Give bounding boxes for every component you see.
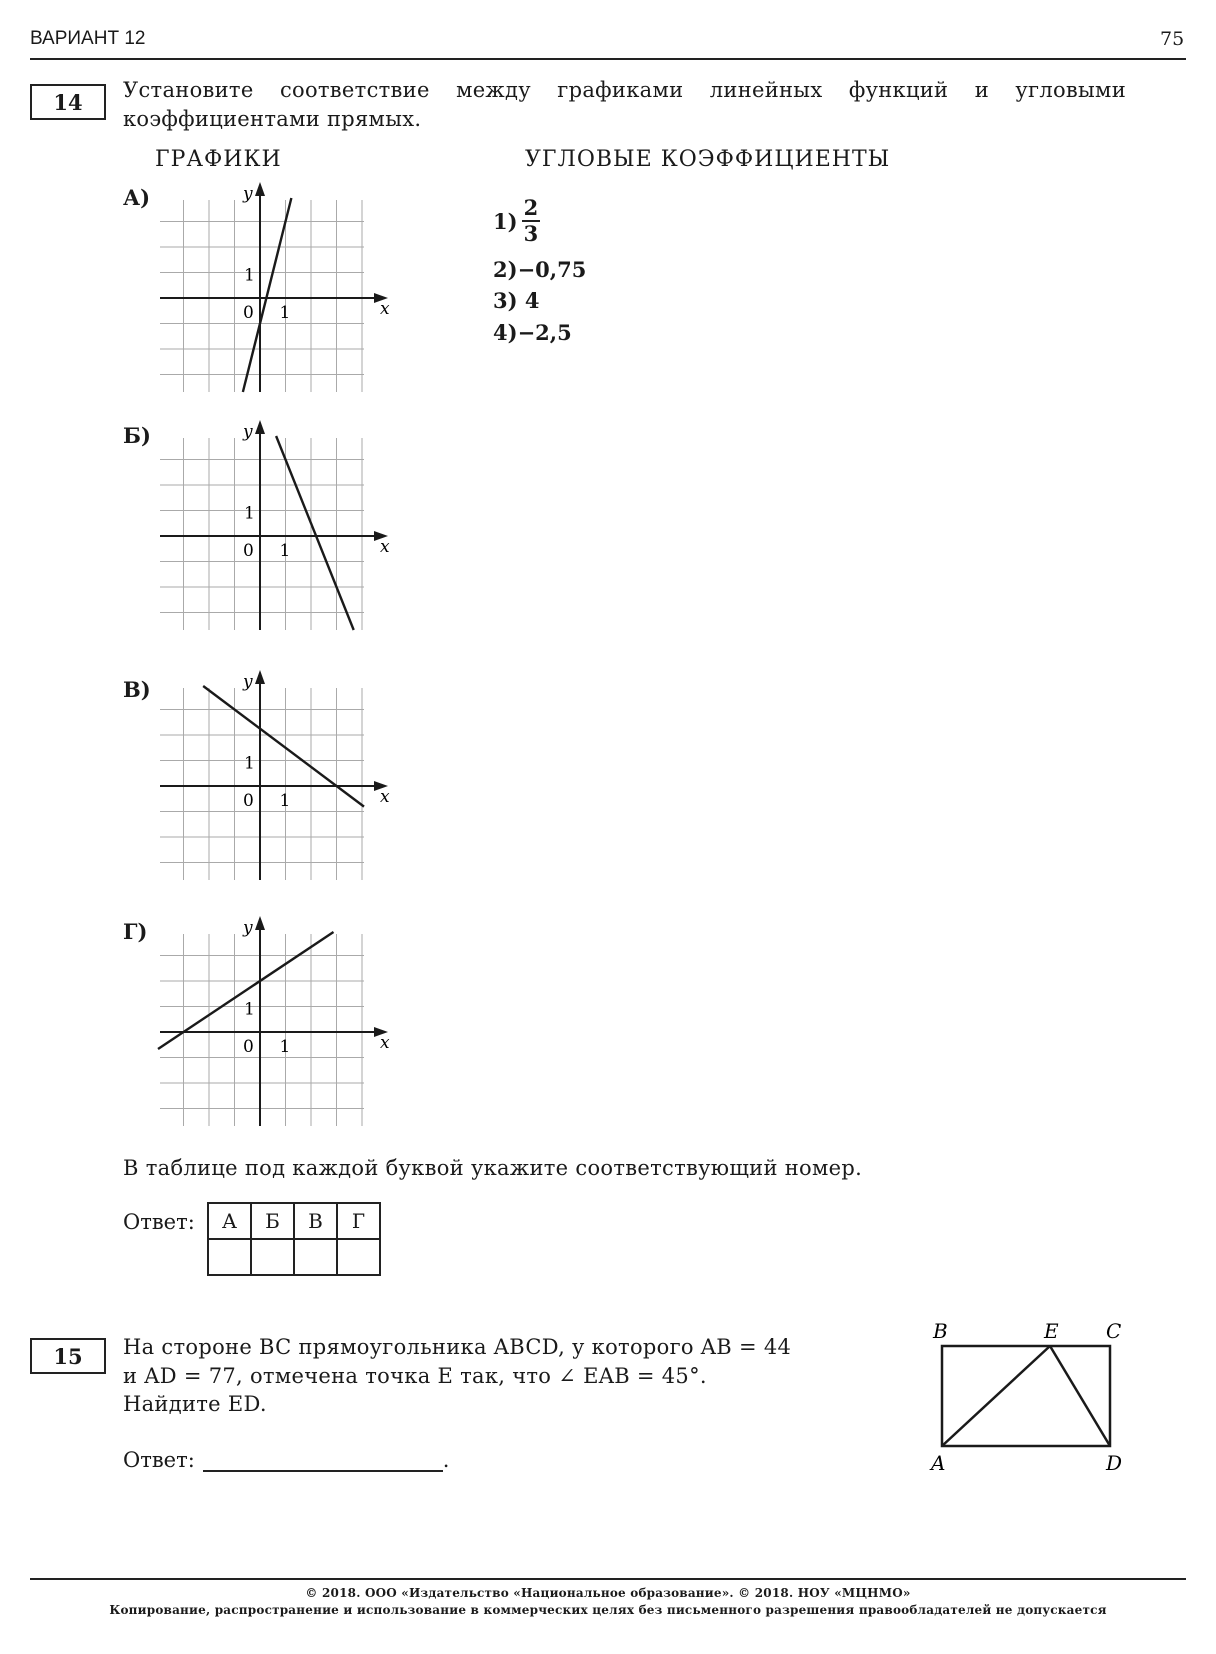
table-instruction: В таблице под каждой буквой укажите соответствующий номер.	[123, 1156, 863, 1180]
vertex-b: B	[933, 1319, 948, 1343]
y-unit-label: 1	[244, 999, 255, 1020]
task-15-line-3: Найдите ED.	[123, 1392, 267, 1416]
y-unit-label: 1	[244, 753, 255, 774]
answer-table-header-row	[208, 1203, 380, 1239]
graph-a-label: А)	[123, 185, 151, 210]
y-unit-label: 1	[244, 265, 255, 286]
x-axis-label: x	[380, 299, 390, 319]
x-axis-label: x	[380, 537, 390, 557]
answer-table-input-row	[208, 1239, 380, 1275]
x-axis-label: x	[380, 787, 390, 807]
segment-ed	[1050, 1346, 1110, 1446]
graph-b	[150, 418, 390, 638]
y-axis-label: y	[243, 184, 253, 204]
variant-title: ВАРИАНТ 12	[30, 28, 146, 49]
function-line	[276, 436, 354, 630]
task-14-number: 14	[30, 84, 106, 120]
origin-label: 0	[243, 541, 254, 561]
rectangle-figure	[920, 1318, 1140, 1478]
graph-v	[150, 668, 390, 888]
answer-table	[207, 1202, 381, 1276]
answer-15-end: .	[442, 1448, 450, 1472]
coefficient-1-index: 1)	[493, 208, 518, 234]
graph-g	[150, 914, 390, 1134]
graphs-heading: ГРАФИКИ	[155, 147, 282, 172]
answer-cell-a[interactable]	[208, 1239, 251, 1275]
footer-copyright: © 2018. ООО «Издательство «Национальное образование». © 2018. НОУ «МЦНМО»	[305, 1586, 911, 1600]
x-unit-label: 1	[279, 541, 291, 561]
graph-v-label: В)	[123, 677, 151, 702]
vertex-c: C	[1106, 1319, 1122, 1343]
coefficient-2-index: 2)	[493, 257, 518, 282]
origin-label: 0	[243, 303, 254, 323]
origin-label: 0	[243, 791, 254, 811]
answer-15	[123, 1448, 449, 1472]
footer-divider	[30, 1578, 1186, 1580]
coefficient-1-numerator: 2	[523, 195, 539, 220]
task-15-line-2: и AD = 77, отмечена точка E так, что ∠ EAB = 45°.	[123, 1364, 707, 1388]
answer-header-a: А	[208, 1203, 251, 1239]
origin-label: 0	[243, 1037, 254, 1057]
answer-cell-g[interactable]	[337, 1239, 380, 1275]
page-number: 75	[1160, 28, 1185, 50]
answer-header-g: Г	[337, 1203, 380, 1239]
y-axis-arrow	[255, 670, 265, 684]
graph-a	[150, 180, 390, 400]
task-15-line-1: На стороне BC прямоугольника ABCD, у которого AB = 44	[123, 1335, 792, 1359]
coefficient-4-value: −2,5	[517, 320, 572, 345]
x-unit-label: 1	[279, 1037, 291, 1057]
coefficient-1	[493, 196, 540, 246]
vertex-e: E	[1044, 1319, 1059, 1343]
x-unit-label: 1	[279, 791, 291, 811]
function-line	[203, 686, 364, 807]
answer-label-15: Ответ:	[123, 1448, 195, 1472]
coefficient-4	[493, 320, 572, 345]
coefficient-1-fraction	[522, 196, 541, 246]
task-15-number: 15	[30, 1338, 106, 1374]
coefficient-3-value: 4	[524, 288, 540, 313]
task-14-statement: Установите соответствие между графиками линейных функций и угловыми коэффициентами прямых.	[123, 78, 1126, 131]
rectangle-abcd	[942, 1346, 1110, 1446]
vertex-d: D	[1106, 1451, 1123, 1475]
graph-b-label: Б)	[123, 423, 151, 448]
coefficient-1-denominator: 3	[523, 221, 539, 246]
answer-cell-b[interactable]	[251, 1239, 294, 1275]
answer-cell-v[interactable]	[294, 1239, 337, 1275]
answer-label-14: Ответ:	[123, 1210, 195, 1234]
x-axis-label: x	[380, 1033, 390, 1053]
y-axis-arrow	[255, 420, 265, 434]
coefficient-3	[493, 288, 540, 313]
function-line	[243, 198, 292, 392]
answer-15-blank[interactable]	[203, 1448, 443, 1472]
segment-ae	[942, 1346, 1050, 1446]
y-axis-arrow	[255, 916, 265, 930]
y-unit-label: 1	[244, 503, 255, 524]
graph-g-label: Г)	[123, 919, 148, 944]
y-axis-label: y	[243, 918, 253, 938]
y-axis-label: y	[243, 672, 253, 692]
coefficient-3-index: 3)	[493, 288, 518, 313]
coefficient-2-value: −0,75	[517, 257, 587, 282]
y-axis-arrow	[255, 182, 265, 196]
answer-header-b: Б	[251, 1203, 294, 1239]
header-divider	[30, 58, 1186, 60]
x-unit-label: 1	[279, 303, 291, 323]
coefficient-4-index: 4)	[493, 320, 518, 345]
answer-header-v: В	[294, 1203, 337, 1239]
vertex-a: A	[931, 1451, 946, 1475]
coefficients-heading: УГЛОВЫЕ КОЭФФИЦИЕНТЫ	[525, 147, 891, 172]
coefficient-2	[493, 257, 586, 282]
y-axis-label: y	[243, 422, 253, 442]
footer-notice: Копирование, распространение и использование в коммерческих целях без письменного разрешения правообладателей не допускается	[109, 1603, 1107, 1617]
